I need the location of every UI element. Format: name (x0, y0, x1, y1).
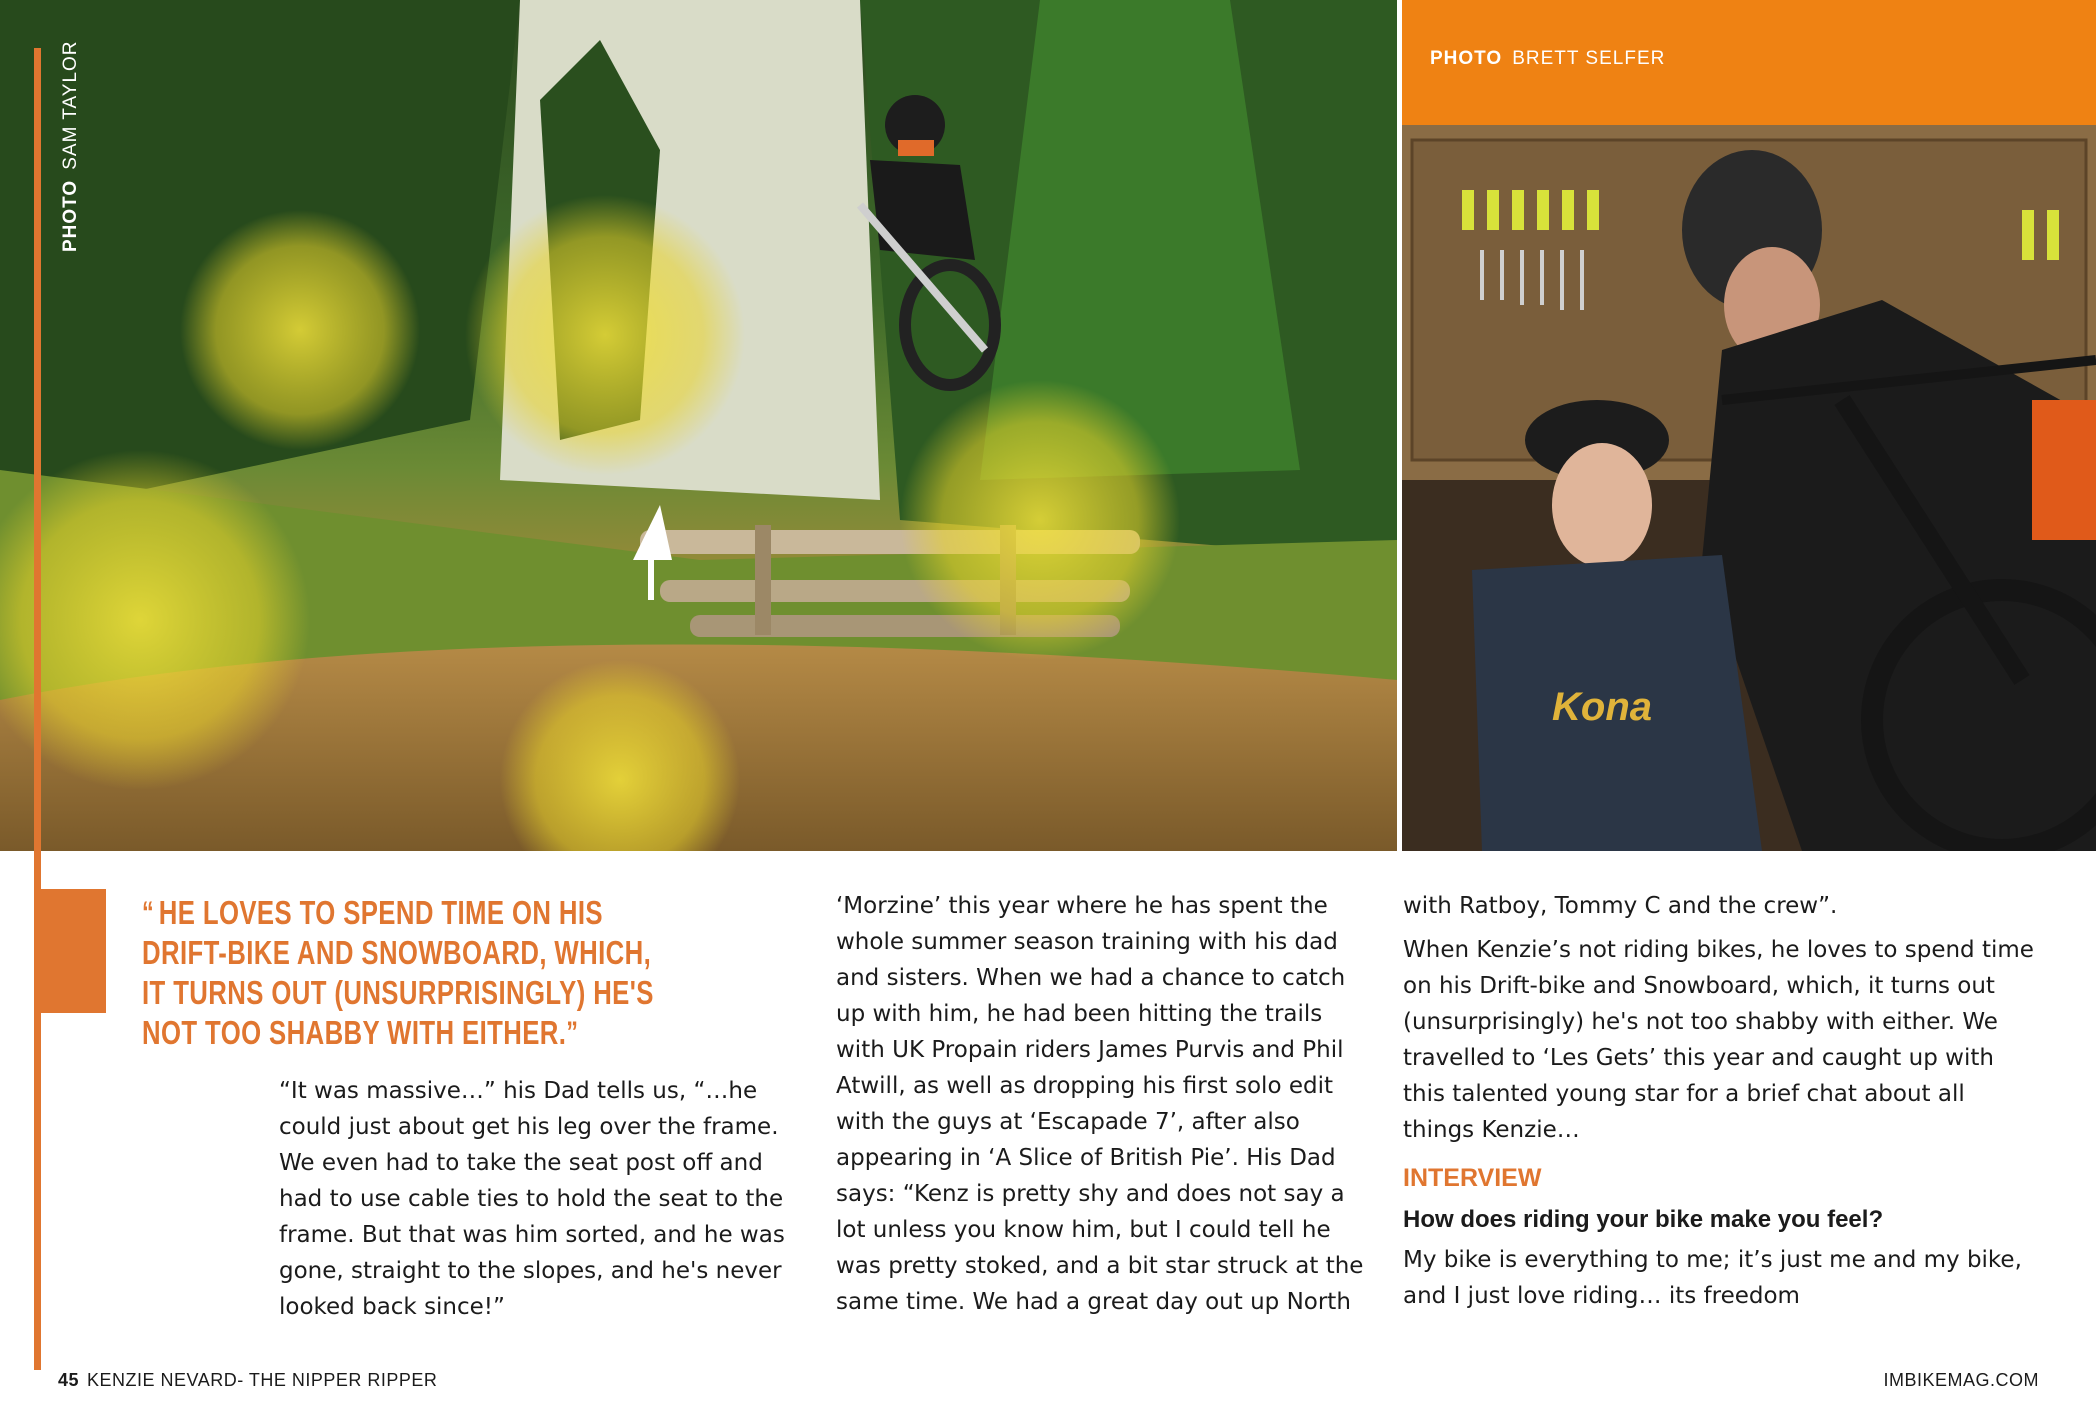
page-footer-left (58, 1370, 437, 1391)
quote-open-mark: “ (142, 896, 155, 929)
pull-quote (142, 893, 672, 1053)
article-column-2 (836, 888, 1370, 1320)
photo-credit-right (1430, 48, 1665, 70)
paragraph: When Kenzie’s not riding bikes, he loves to spend time on his Drift-bike and Snowboard, which, it turns out (unsurprisingly) he's not too shabby with either. We travelled to ‘Les Gets’ this year and caught up with this talented young star for a brief chat about all things Kenzie… (1403, 937, 2034, 1143)
photo-credit-name: BRETT SELFER (1512, 48, 1666, 69)
article-column-1 (279, 1073, 809, 1325)
photo-workshop (1402, 0, 2096, 851)
website-link[interactable]: IMBIKEMAG.COM (1883, 1370, 2039, 1390)
paragraph: with Ratboy, Tommy C and the crew”. (1403, 893, 1838, 919)
page-number: 45 (58, 1370, 80, 1390)
photo-credit-name: SAM TAYLOR (60, 40, 81, 170)
article-column-3 (1403, 888, 2043, 1314)
photo-credit-label: PHOTO (1430, 48, 1503, 69)
interview-heading: INTERVIEW (1403, 1164, 1542, 1192)
margin-rule (34, 48, 41, 1370)
quote-accent-block (34, 889, 106, 1013)
pull-quote-text: HE LOVES TO SPEND TIME ON HIS DRIFT-BIKE AND SNOWBOARD, WHICH, IT TURNS OUT (UNSURPRISINGLY) HE'S NOT TOO SHABBY WITH EITHER. (142, 894, 654, 1051)
photo-credit-label: PHOTO (60, 179, 81, 252)
photo-credit-left (60, 40, 82, 252)
paragraph: ‘Morzine’ this year where he has spent the whole summer season training with his dad and sisters. When we had a chance to catch up with him, he had been hitting the trails with UK Propain riders James Purvis and Phil Atwill, as well as dropping his first solo edit with the guys at ‘Escapade 7’, after also appearing in ‘A Slice of British Pie’. His Dad says: “Kenz is pretty shy and does not say a lot unless you know him, but I could tell he was pretty stoked, and a bit star struck at the same time. We had a great day out up North (836, 893, 1364, 1315)
interview-answer: My bike is everything to me; it’s just me and my bike, and I just love riding… its freedom (1403, 1247, 2022, 1309)
photo-rider-jump (0, 0, 1397, 851)
quote-close-mark: ” (566, 1016, 579, 1049)
interview-question: How does riding your bike make you feel? (1403, 1206, 1884, 1233)
article-title: KENZIE NEVARD- THE NIPPER RIPPER (87, 1370, 438, 1390)
svg-text:Kona: Kona (1552, 685, 1652, 729)
paragraph: “It was massive…” his Dad tells us, “…he could just about get his leg over the frame. We even had to take the seat post off and had to use cable ties to hold the seat to the frame. But that was him sorted, and he was gone, straight to the slopes, and he's never looked back since!” (279, 1078, 785, 1320)
